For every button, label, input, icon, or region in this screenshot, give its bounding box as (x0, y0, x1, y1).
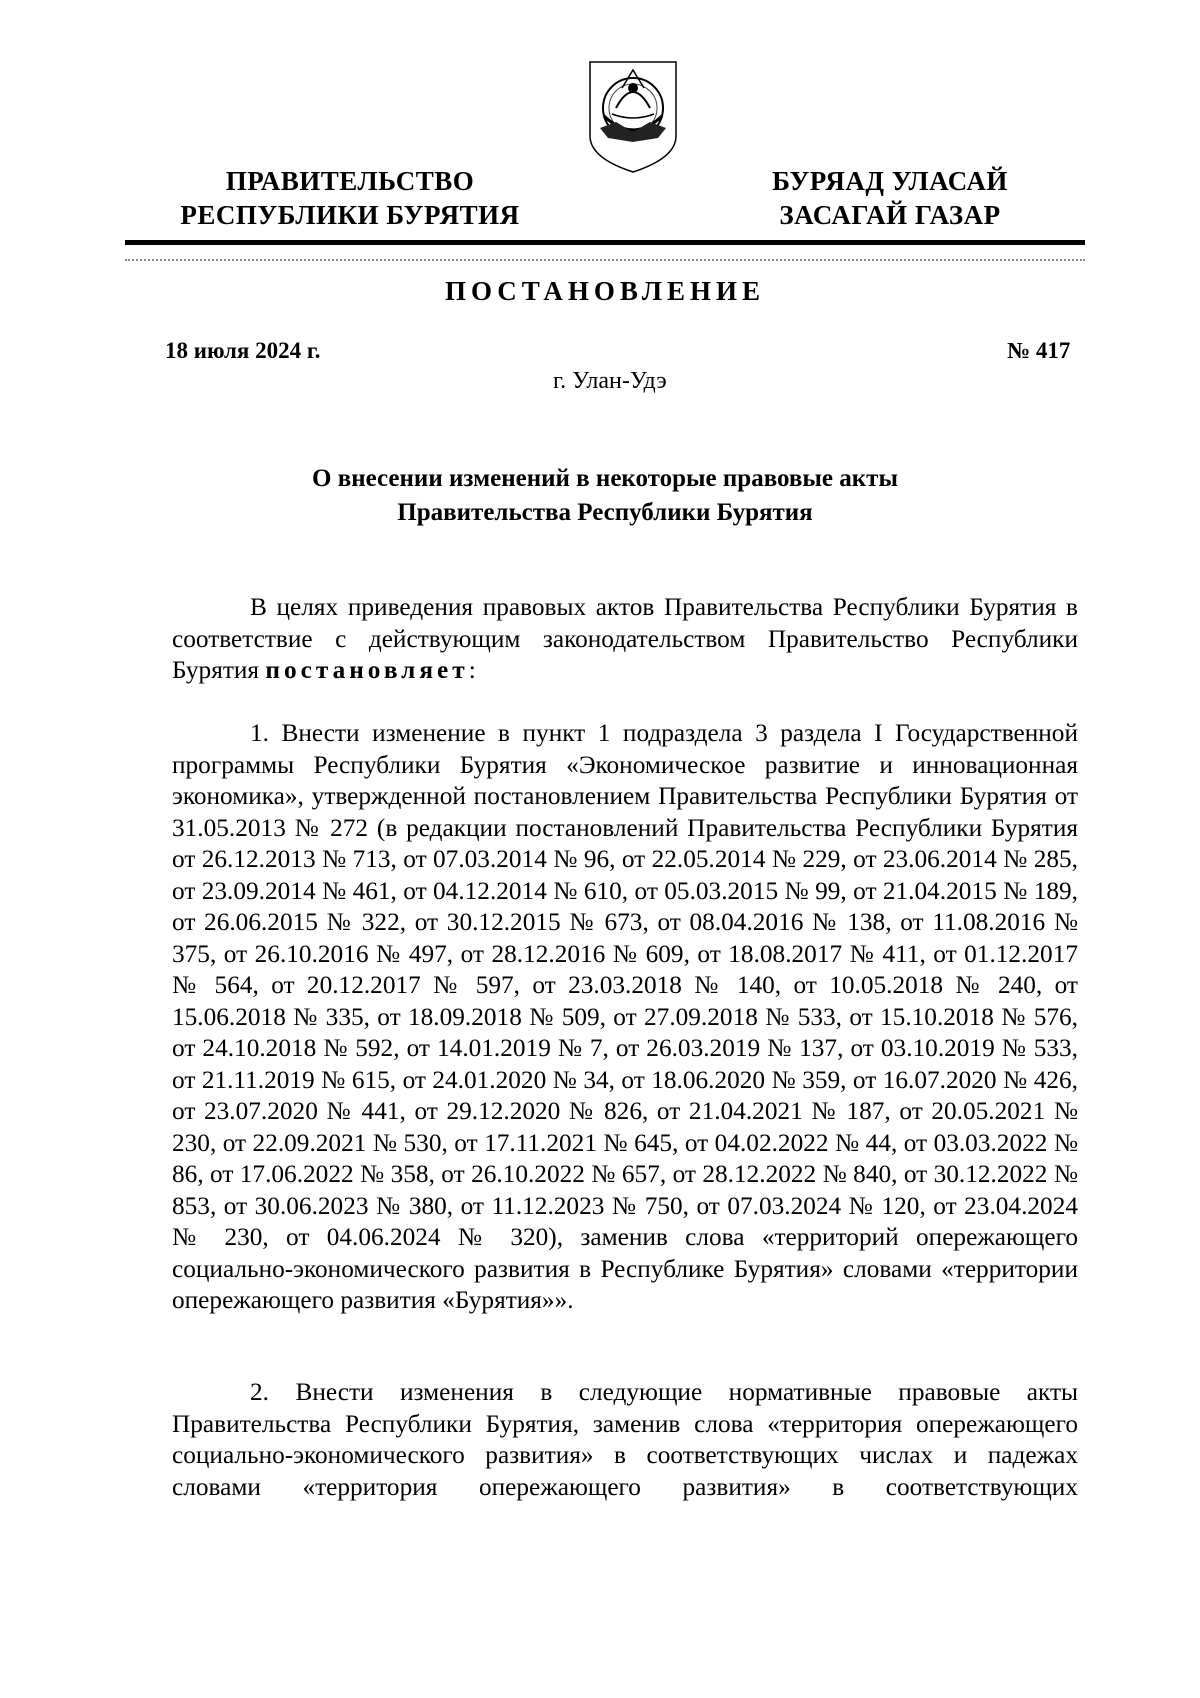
header-left-line2: РЕСПУБЛИКИ БУРЯТИЯ (180, 200, 520, 230)
document-date: 18 июля 2024 г. (165, 338, 321, 363)
document-city: г. Улан-Удэ (553, 368, 667, 394)
document-title-line2: Правительства Республики Бурятия (397, 499, 813, 526)
document-title (125, 462, 1085, 530)
header-right (740, 164, 1040, 232)
paragraph-2 (172, 1377, 1078, 1503)
paragraph-2-text: 2. Внести изменения в следующие нормативные правовые акты Правительства Республики Бурятия, заменив слова «территория опережающего социально-экономического развития» в соответствующих числах и падежах словами «территория опережающего развития» в соответствующих (172, 1378, 1078, 1501)
coat-of-arms-icon (586, 58, 680, 176)
preamble (172, 592, 1078, 687)
paragraph-1-text: 1. Внести изменение в пункт 1 подраздела 3 раздела I Государственной программы Республики Бурятия «Экономическое развитие и инновационная экономика», утвержденной постановлением Правительства Республики Бурятия от 31.05.2013 № 272 (в редакции постановлений Правительства Республики Бурятия от 26.12.2013 № 713, от 07.03.2014 № 96, от 22.05.2014 № 229, от 23.06.2014 № 285, от 23.09.2014 № 461, от 04.12.2014 № 610, от 05.03.2015 № 99, от 21.04.2015 № 189, от 26.06.2015 № 322, от 30.12.2015 № 673, от 08.04.2016 № 138, от 11.08.2016 № 375, от 26.10.2016 № 497, от 28.12.2016 № 609, от 18.08.2017 № 411, от 01.12.2017 № 564, от 20.12.2017 № 597, от 23.03.2018 № 140, от 10.05.2018 № 240, от 15.06.2018 № 335, от 18.09.2018 № 509, от 27.09.2018 № 533, от 15.10.2018 № 576, от 24.10.2018 № 592, от 14.01.2019 № 7, от 26.03.2019 № 137, от 03.10.2019 № 533, от 21.11.2019 № 615, от 24.01.2020 № 34, от 18.06.2020 № 359, от 16.07.2020 № 426, от 23.07.2020 № 441, от 29.12.2020 № 826, от 21.04.2021 № 187, от 20.05.2021 № 230, от 22.09.2021 № 530, от 17.11.2021 № 645, от 04.02.2022 № 44, от 03.03.2022 № 86, от 17.06.2022 № 358, от 26.10.2022 № 657, от 28.12.2022 № 840, от 30.12.2022 № 853, от 30.06.2023 № 380, от 11.12.2023 № 750, от 07.03.2024 № 120, от 23.04.2024 № 230, от 04.06.2024 № 320), заменив слова «территорий опережающего социально-экономического развития в Республике Бурятия» словами «территории опережающего развития «Бурятия»». (172, 719, 1078, 1314)
header-divider-thick (125, 240, 1085, 245)
header-left-line1: ПРАВИТЕЛЬСТВО (225, 166, 475, 196)
header-left (150, 164, 550, 232)
document-type: ПОСТАНОВЛЕНИЕ (444, 276, 766, 306)
header-right-line2: ЗАСАГАЙ ГАЗАР (779, 200, 1001, 230)
document-number: № 417 (1007, 338, 1071, 363)
document-title-line1: О внесении изменений в некоторые правовые акты (312, 465, 898, 492)
preamble-end: : (468, 656, 476, 684)
preamble-verb: постановляет (265, 656, 469, 684)
header-divider-thin (125, 259, 1085, 261)
preamble-text: В целях приведения правовых актов Правительства Республики Бурятия в соответствие с действующим законодательством Правительство Республики Бурятия (172, 593, 1078, 684)
paragraph-1 (172, 718, 1078, 1317)
header-right-line1: БУРЯАД УЛАСАЙ (772, 166, 1008, 196)
